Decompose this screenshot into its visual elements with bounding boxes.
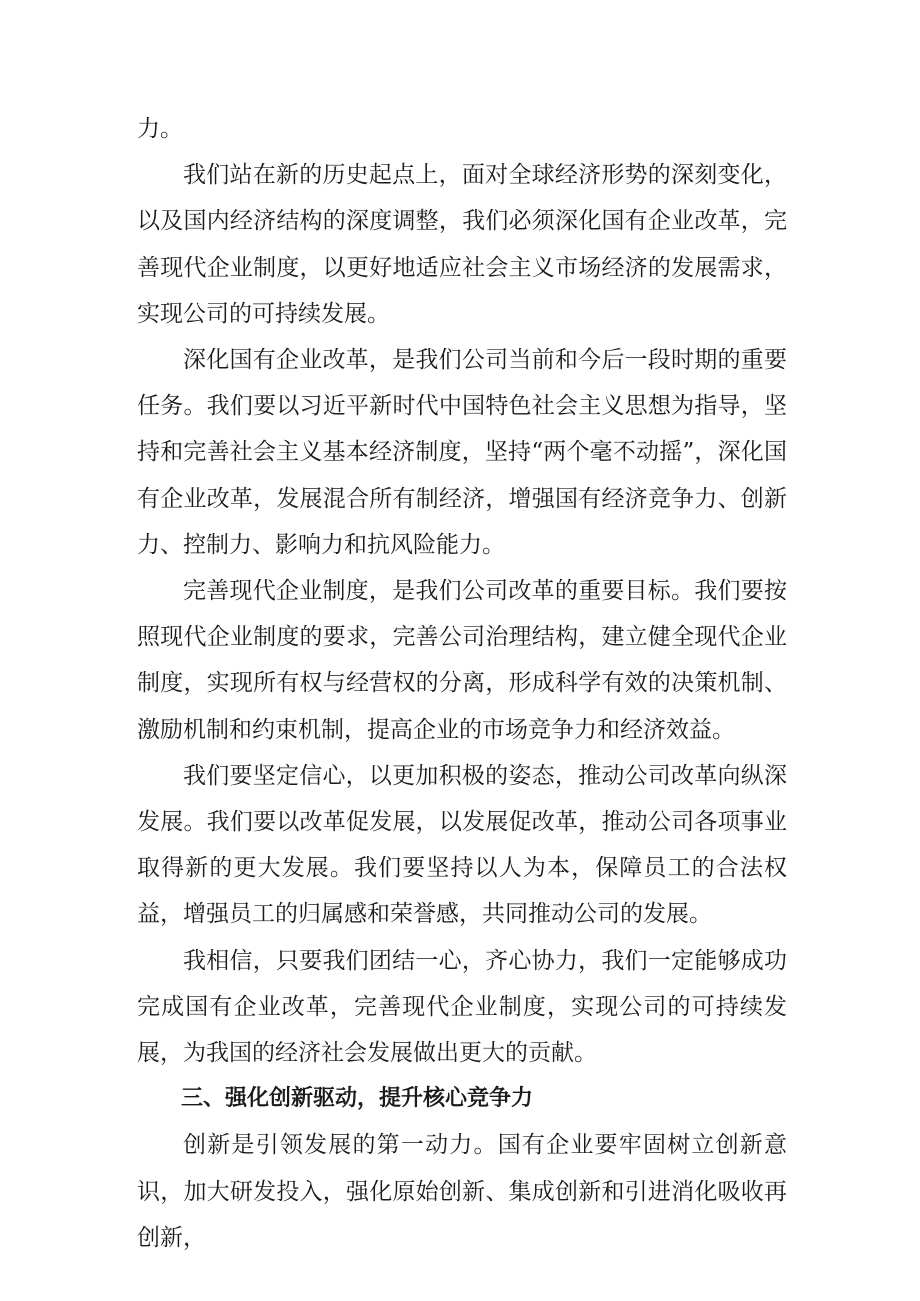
document-body <box>137 106 787 1261</box>
paragraph: 我相信，只要我们团结一心，齐心协力，我们一定能够成功完成国有企业改革，完善现代企业制度，实现公司的可持续发展，为我国的经济社会发展做出更大的贡献。 <box>137 947 787 1067</box>
paragraph: 深化国有企业改革，是我们公司当前和今后一段时期的重要任务。我们要以习近平新时代中国特色社会主义思想为指导，坚持和完善社会主义基本经济制度，坚持“两个毫不动摇”，深化国有企业改革，发展混合所有制经济，增强国有经济竞争力、创新力、控制力、影响力和抗风险能力。 <box>137 347 787 558</box>
paragraph: 我们要坚定信心，以更加积极的姿态，推动公司改革向纵深发展。我们要以改革促发展，以发展促改革，推动公司各项事业取得新的更大发展。我们要坚持以人为本，保障员工的合法权益，增强员工的归属感和荣誉感，共同推动公司的发展。 <box>137 762 787 928</box>
paragraph: 我们站在新的历史起点上，面对全球经济形势的深刻变化，以及国内经济结构的深度调整，我们必须深化国有企业改革，完善现代企业制度，以更好地适应社会主义市场经济的发展需求，实现公司的可持续发展。 <box>137 162 787 327</box>
paragraph-continuation: 力。 <box>137 116 183 142</box>
section-heading: 三、强化创新驱动，提升核心竞争力 <box>181 1086 534 1112</box>
paragraph: 完善现代企业制度，是我们公司改革的重要目标。我们要按照现代企业制度的要求，完善公司治理结构，建立健全现代企业制度，实现所有权与经营权的分离，形成科学有效的决策机制、激励机制和约束机制，提高企业的市场竞争力和经济效益。 <box>137 578 787 743</box>
paragraph: 创新是引领发展的第一动力。国有企业要牢固树立创新意识，加大研发投入，强化原始创新、集成创新和引进消化吸收再创新， <box>137 1132 787 1251</box>
